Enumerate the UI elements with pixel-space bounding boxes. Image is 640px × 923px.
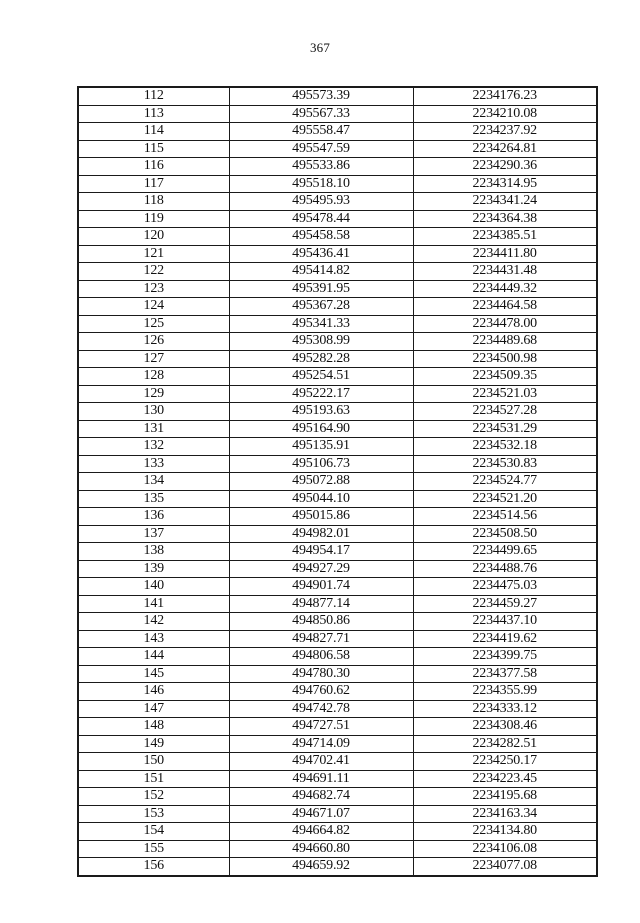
y-coordinate-cell: 2234210.08 bbox=[413, 105, 597, 123]
x-coordinate-cell: 495518.10 bbox=[229, 175, 413, 193]
point-number-cell: 142 bbox=[78, 613, 229, 631]
point-number-cell: 130 bbox=[78, 403, 229, 421]
table-row bbox=[78, 858, 597, 876]
point-number-cell: 139 bbox=[78, 560, 229, 578]
y-coordinate-cell: 2234475.03 bbox=[413, 578, 597, 596]
table-row bbox=[78, 455, 597, 473]
table-row bbox=[78, 718, 597, 736]
x-coordinate-cell: 494827.71 bbox=[229, 630, 413, 648]
y-coordinate-cell: 2234478.00 bbox=[413, 315, 597, 333]
table-row bbox=[78, 123, 597, 141]
y-coordinate-cell: 2234355.99 bbox=[413, 683, 597, 701]
table-row bbox=[78, 193, 597, 211]
y-coordinate-cell: 2234524.77 bbox=[413, 473, 597, 491]
table-row bbox=[78, 473, 597, 491]
y-coordinate-cell: 2234134.80 bbox=[413, 823, 597, 841]
x-coordinate-cell: 495341.33 bbox=[229, 315, 413, 333]
point-number-cell: 134 bbox=[78, 473, 229, 491]
y-coordinate-cell: 2234163.34 bbox=[413, 805, 597, 823]
x-coordinate-cell: 494901.74 bbox=[229, 578, 413, 596]
table-row bbox=[78, 385, 597, 403]
point-number-cell: 117 bbox=[78, 175, 229, 193]
point-number-cell: 135 bbox=[78, 490, 229, 508]
table-row bbox=[78, 630, 597, 648]
table-row bbox=[78, 788, 597, 806]
x-coordinate-cell: 494850.86 bbox=[229, 613, 413, 631]
y-coordinate-cell: 2234223.45 bbox=[413, 770, 597, 788]
point-number-cell: 137 bbox=[78, 525, 229, 543]
x-coordinate-cell: 495458.58 bbox=[229, 228, 413, 246]
x-coordinate-cell: 495072.88 bbox=[229, 473, 413, 491]
table-row bbox=[78, 140, 597, 158]
x-coordinate-cell: 494682.74 bbox=[229, 788, 413, 806]
table-row bbox=[78, 753, 597, 771]
x-coordinate-cell: 495254.51 bbox=[229, 368, 413, 386]
y-coordinate-cell: 2234264.81 bbox=[413, 140, 597, 158]
x-coordinate-cell: 495106.73 bbox=[229, 455, 413, 473]
point-number-cell: 149 bbox=[78, 735, 229, 753]
y-coordinate-cell: 2234437.10 bbox=[413, 613, 597, 631]
table-row bbox=[78, 595, 597, 613]
table-row bbox=[78, 158, 597, 176]
point-number-cell: 153 bbox=[78, 805, 229, 823]
x-coordinate-cell: 494742.78 bbox=[229, 700, 413, 718]
x-coordinate-cell: 495135.91 bbox=[229, 438, 413, 456]
table-row bbox=[78, 648, 597, 666]
x-coordinate-cell: 494691.11 bbox=[229, 770, 413, 788]
x-coordinate-cell: 495567.33 bbox=[229, 105, 413, 123]
x-coordinate-cell: 494927.29 bbox=[229, 560, 413, 578]
x-coordinate-cell: 494660.80 bbox=[229, 840, 413, 858]
table-row bbox=[78, 683, 597, 701]
y-coordinate-cell: 2234521.03 bbox=[413, 385, 597, 403]
point-number-cell: 144 bbox=[78, 648, 229, 666]
x-coordinate-cell: 494727.51 bbox=[229, 718, 413, 736]
x-coordinate-cell: 495222.17 bbox=[229, 385, 413, 403]
y-coordinate-cell: 2234250.17 bbox=[413, 753, 597, 771]
y-coordinate-cell: 2234308.46 bbox=[413, 718, 597, 736]
x-coordinate-cell: 495282.28 bbox=[229, 350, 413, 368]
y-coordinate-cell: 2234464.58 bbox=[413, 298, 597, 316]
point-number-cell: 129 bbox=[78, 385, 229, 403]
x-coordinate-cell: 494702.41 bbox=[229, 753, 413, 771]
coordinates-table-body bbox=[78, 87, 597, 876]
y-coordinate-cell: 2234411.80 bbox=[413, 245, 597, 263]
table-row bbox=[78, 210, 597, 228]
point-number-cell: 154 bbox=[78, 823, 229, 841]
y-coordinate-cell: 2234106.08 bbox=[413, 840, 597, 858]
point-number-cell: 156 bbox=[78, 858, 229, 876]
x-coordinate-cell: 495414.82 bbox=[229, 263, 413, 281]
point-number-cell: 146 bbox=[78, 683, 229, 701]
x-coordinate-cell: 495391.95 bbox=[229, 280, 413, 298]
point-number-cell: 125 bbox=[78, 315, 229, 333]
table-row bbox=[78, 420, 597, 438]
point-number-cell: 115 bbox=[78, 140, 229, 158]
y-coordinate-cell: 2234419.62 bbox=[413, 630, 597, 648]
point-number-cell: 155 bbox=[78, 840, 229, 858]
table-row bbox=[78, 315, 597, 333]
point-number-cell: 122 bbox=[78, 263, 229, 281]
x-coordinate-cell: 495193.63 bbox=[229, 403, 413, 421]
y-coordinate-cell: 2234377.58 bbox=[413, 665, 597, 683]
point-number-cell: 127 bbox=[78, 350, 229, 368]
table-row bbox=[78, 770, 597, 788]
y-coordinate-cell: 2234514.56 bbox=[413, 508, 597, 526]
point-number-cell: 121 bbox=[78, 245, 229, 263]
table-row bbox=[78, 805, 597, 823]
y-coordinate-cell: 2234399.75 bbox=[413, 648, 597, 666]
y-coordinate-cell: 2234527.28 bbox=[413, 403, 597, 421]
point-number-cell: 136 bbox=[78, 508, 229, 526]
x-coordinate-cell: 494659.92 bbox=[229, 858, 413, 876]
table-row bbox=[78, 350, 597, 368]
table-row bbox=[78, 490, 597, 508]
y-coordinate-cell: 2234314.95 bbox=[413, 175, 597, 193]
y-coordinate-cell: 2234449.32 bbox=[413, 280, 597, 298]
x-coordinate-cell: 494671.07 bbox=[229, 805, 413, 823]
x-coordinate-cell: 495308.99 bbox=[229, 333, 413, 351]
table-row bbox=[78, 403, 597, 421]
x-coordinate-cell: 495533.86 bbox=[229, 158, 413, 176]
table-row bbox=[78, 543, 597, 561]
point-number-cell: 143 bbox=[78, 630, 229, 648]
table-row bbox=[78, 298, 597, 316]
page-number: 367 bbox=[309, 40, 331, 55]
point-number-cell: 116 bbox=[78, 158, 229, 176]
x-coordinate-cell: 494877.14 bbox=[229, 595, 413, 613]
y-coordinate-cell: 2234176.23 bbox=[413, 87, 597, 105]
point-number-cell: 141 bbox=[78, 595, 229, 613]
table-row bbox=[78, 665, 597, 683]
x-coordinate-cell: 494714.09 bbox=[229, 735, 413, 753]
point-number-cell: 145 bbox=[78, 665, 229, 683]
point-number-cell: 119 bbox=[78, 210, 229, 228]
point-number-cell: 114 bbox=[78, 123, 229, 141]
table-row bbox=[78, 560, 597, 578]
table-row bbox=[78, 280, 597, 298]
table-row bbox=[78, 87, 597, 105]
point-number-cell: 112 bbox=[78, 87, 229, 105]
point-number-cell: 152 bbox=[78, 788, 229, 806]
point-number-cell: 113 bbox=[78, 105, 229, 123]
y-coordinate-cell: 2234499.65 bbox=[413, 543, 597, 561]
y-coordinate-cell: 2234290.36 bbox=[413, 158, 597, 176]
y-coordinate-cell: 2234364.38 bbox=[413, 210, 597, 228]
y-coordinate-cell: 2234333.12 bbox=[413, 700, 597, 718]
x-coordinate-cell: 495164.90 bbox=[229, 420, 413, 438]
x-coordinate-cell: 495573.39 bbox=[229, 87, 413, 105]
x-coordinate-cell: 495015.86 bbox=[229, 508, 413, 526]
point-number-cell: 131 bbox=[78, 420, 229, 438]
point-number-cell: 133 bbox=[78, 455, 229, 473]
table-row bbox=[78, 578, 597, 596]
point-number-cell: 118 bbox=[78, 193, 229, 211]
table-row bbox=[78, 368, 597, 386]
table-row bbox=[78, 438, 597, 456]
point-number-cell: 128 bbox=[78, 368, 229, 386]
y-coordinate-cell: 2234531.29 bbox=[413, 420, 597, 438]
y-coordinate-cell: 2234508.50 bbox=[413, 525, 597, 543]
table-row bbox=[78, 263, 597, 281]
table-row bbox=[78, 105, 597, 123]
point-number-cell: 124 bbox=[78, 298, 229, 316]
table-row bbox=[78, 508, 597, 526]
y-coordinate-cell: 2234489.68 bbox=[413, 333, 597, 351]
y-coordinate-cell: 2234509.35 bbox=[413, 368, 597, 386]
y-coordinate-cell: 2234488.76 bbox=[413, 560, 597, 578]
table-row bbox=[78, 735, 597, 753]
x-coordinate-cell: 495367.28 bbox=[229, 298, 413, 316]
y-coordinate-cell: 2234077.08 bbox=[413, 858, 597, 876]
point-number-cell: 132 bbox=[78, 438, 229, 456]
y-coordinate-cell: 2234195.68 bbox=[413, 788, 597, 806]
table-row bbox=[78, 823, 597, 841]
table-row bbox=[78, 333, 597, 351]
x-coordinate-cell: 495436.41 bbox=[229, 245, 413, 263]
x-coordinate-cell: 494780.30 bbox=[229, 665, 413, 683]
point-number-cell: 151 bbox=[78, 770, 229, 788]
y-coordinate-cell: 2234282.51 bbox=[413, 735, 597, 753]
y-coordinate-cell: 2234237.92 bbox=[413, 123, 597, 141]
table-row bbox=[78, 245, 597, 263]
y-coordinate-cell: 2234521.20 bbox=[413, 490, 597, 508]
x-coordinate-cell: 494982.01 bbox=[229, 525, 413, 543]
y-coordinate-cell: 2234385.51 bbox=[413, 228, 597, 246]
point-number-cell: 148 bbox=[78, 718, 229, 736]
table-row bbox=[78, 700, 597, 718]
x-coordinate-cell: 495044.10 bbox=[229, 490, 413, 508]
point-number-cell: 140 bbox=[78, 578, 229, 596]
x-coordinate-cell: 494664.82 bbox=[229, 823, 413, 841]
point-number-cell: 150 bbox=[78, 753, 229, 771]
table-row bbox=[78, 175, 597, 193]
y-coordinate-cell: 2234500.98 bbox=[413, 350, 597, 368]
x-coordinate-cell: 495558.47 bbox=[229, 123, 413, 141]
y-coordinate-cell: 2234459.27 bbox=[413, 595, 597, 613]
point-number-cell: 120 bbox=[78, 228, 229, 246]
x-coordinate-cell: 495478.44 bbox=[229, 210, 413, 228]
table-row bbox=[78, 525, 597, 543]
y-coordinate-cell: 2234341.24 bbox=[413, 193, 597, 211]
point-number-cell: 126 bbox=[78, 333, 229, 351]
y-coordinate-cell: 2234530.83 bbox=[413, 455, 597, 473]
x-coordinate-cell: 495495.93 bbox=[229, 193, 413, 211]
point-number-cell: 138 bbox=[78, 543, 229, 561]
table-row bbox=[78, 613, 597, 631]
x-coordinate-cell: 494760.62 bbox=[229, 683, 413, 701]
x-coordinate-cell: 495547.59 bbox=[229, 140, 413, 158]
point-number-cell: 147 bbox=[78, 700, 229, 718]
coordinates-table bbox=[77, 86, 598, 877]
y-coordinate-cell: 2234532.18 bbox=[413, 438, 597, 456]
x-coordinate-cell: 494806.58 bbox=[229, 648, 413, 666]
table-row bbox=[78, 840, 597, 858]
x-coordinate-cell: 494954.17 bbox=[229, 543, 413, 561]
y-coordinate-cell: 2234431.48 bbox=[413, 263, 597, 281]
table-row bbox=[78, 228, 597, 246]
point-number-cell: 123 bbox=[78, 280, 229, 298]
